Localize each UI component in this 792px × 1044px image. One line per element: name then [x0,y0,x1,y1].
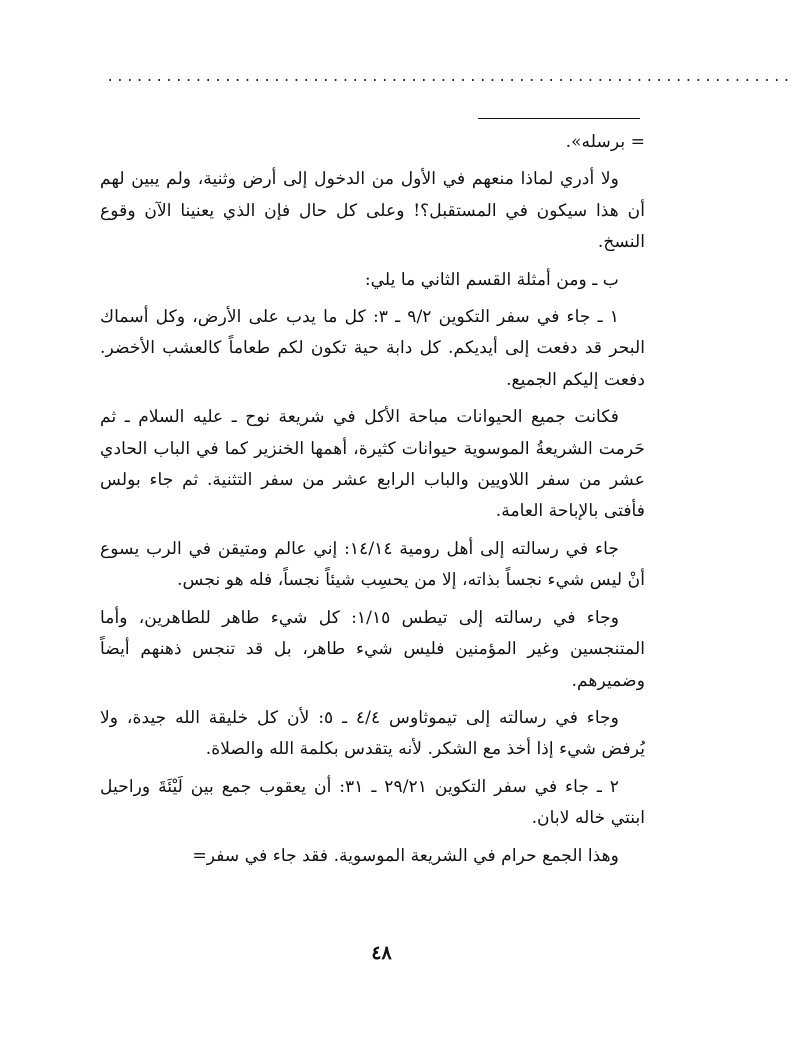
paragraph-3: ١ ـ جاء في سفر التكوين ٩/٢ ـ ٣: كل ما يدب على الأرض، وكل أسماك البحر قد دفعت إلى أيديكم. كل دابة حية تكون لكم طعاماً كالعشب الأخضر. دفعت إليكم الجميع. [100,307,645,390]
dotted-separator: ...................................................................... [106,70,792,86]
paragraph-5: جاء في رسالته إلى أهل رومية ١٤/١٤: إني عالم ومتيقن في الرب يسوع أنْ ليس شيء نجساً بذاته، إلا من يحسِب شيئاً نجساً، فله هو نجس. [100,538,645,591]
paragraph-8: ٢ ـ جاء في سفر التكوين ٢٩/٢١ ـ ٣١: أن يعقوب جمع بين لَيْئَةَ وراحيل ابنتي خاله لابان. [100,776,645,829]
paragraph-2: ب ـ ومن أمثلة القسم الثاني ما يلي: [364,269,619,290]
paragraph-6: وجاء في رسالته إلى تيطس ١/١٥: كل شيء طاهر للطاهرين، وأما المتنجسين وغير المؤمنين فليس شيء طاهر، بل قد تنجس ذهنهم أيضاً وضميرهم. [100,607,645,691]
footnote-continuation: = برسله». [565,132,645,152]
page-body [100,127,645,872]
paragraph-4: فكانت جميع الحيوانات مباحة الأكل في شريعة نوح ـ عليه السلام ـ ثم حَرمت الشريعةُ الموسوية حيوانات كثيرة، أهمها الخنزير كما في الباب الحادي عشر من سفر اللاويين والباب الرابع عشر من سفر التثنية. ثم جاء بولس فأفتى بالإباحة العامة. [100,407,645,522]
footnote-rule [478,118,640,119]
paragraph-1: ولا أدري لماذا منعهم في الأول من الدخول إلى أرض وثنية، ولم يبين لهم أن هذا سيكون في المستقبل؟! وعلى كل حال فإن الذي يعنينا الآن وقوع النسخ. [100,169,645,253]
paragraph-7: وجاء في رسالته إلى تيموثاوس ٤/٤ ـ ٥: لأن كل خليقة الله جيدة، ولا يُرفض شيء إذا أخذ مع الشكر. لأنه يتقدس بكلمة الله والصلاة. [100,707,645,760]
page-number: ٤٨ [371,942,392,964]
paragraph-9: وهذا الجمع حرام في الشريعة الموسوية. فقد جاء في سفر= [192,845,619,866]
